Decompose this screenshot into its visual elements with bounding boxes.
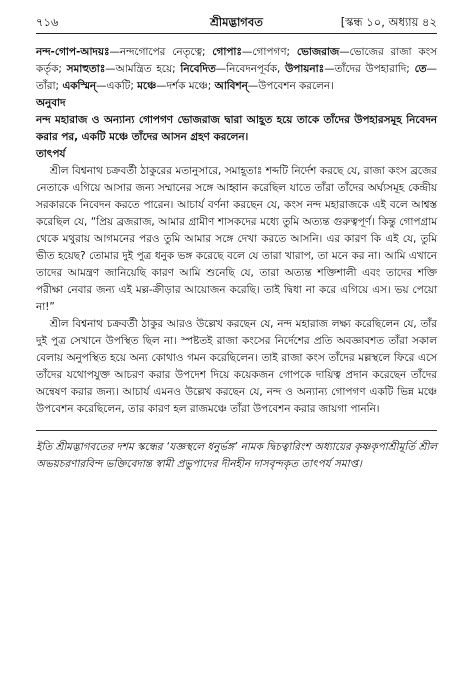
page-number: ৭১৬ [36, 15, 59, 29]
purport-paragraph: শ্রীল বিশ্বনাথ চক্রবর্তী ঠাকুরের মতানুসারে, সমাহূতাঃ শব্দটি নির্দেশ করছে যে, রাজা কংস ব্রজের নেতাকে এগিয়ে আসার জন্য সম্মানের সঙ্গে আহ্বান করেছিল যাতে তাঁরা তাঁদের অর্ঘ্যসমূহ কেন্দ্রীয় সরকারকে নিবেদন করতে পারেন। আচার্য বর্ণনা করছেন যে, কংস নন্দ মহারাজকে এই বলে আশ্বস্ত করেছিল যে, “প্রিয় ব্রজরাজ, আমার গ্রামীণ শাসকদের মধ্যে তুমি অত্যন্ত গুরুত্বপূর্ণ। কিন্তু গোপগ্রাম থেকে মথুরায় আগমনের পরও তুমি আমার সঙ্গে দেখা করতে আসনি। এর কারণ কি এই যে, তুমি ভীত হয়েছ? তোমার দুই পুত্র ধনুক ভঙ্গ করেছে বলে যে তারা খারাপ, তা মনে কর না। আমি এখানে তাদের আমন্ত্রণ জানিয়েছি কারণ আমি শুনেছি যে, তারা অত্যন্ত শক্তিশালী এবং তাদের শক্তি পরীক্ষা নেবার জন্য এই মল্ল-ক্রীড়ার আয়োজন করেছি। তাই দ্বিধা না করে এগিয়ে এস। ভয় পেয়ো না!” [36, 165, 437, 313]
page-content [36, 44, 437, 473]
synonym-meaning: একটি; [106, 80, 138, 92]
synonym-meaning: ভোজের রাজা কংস কর্তৃক; [36, 46, 437, 75]
synonym-term: গোপাঃ [212, 46, 242, 58]
synonym-term: উপায়নাঃ [285, 63, 325, 75]
chapter-colophon: ইতি শ্রীমদ্ভাগবতের দশম স্কন্ধের ‘যজ্ঞস্থলে ধনুর্ভঙ্গ’ নামক দ্বিচত্বারিংশ অধ্যায়ের কৃষ্ণকৃপাশ্রীমূর্তি শ্রীল অভয়চরণারবিন্দ ভক্তিবেদান্ত স্বামী প্রভুপাদের দীনহীন দাসবৃন্দকৃত তাৎপর্য সমাপ্ত। [36, 441, 437, 470]
purport-heading: তাৎপর্য [36, 148, 66, 160]
book-title: শ্রীমদ্ভাগবত [210, 15, 263, 29]
running-header [36, 14, 437, 34]
synonym-meaning: নন্দগোপের নেতৃত্বে; [119, 46, 213, 58]
chapter-reference: [স্কন্ধ ১০, অধ্যায় ৪২ [340, 15, 437, 29]
synonym-term: ভোজরাজ [296, 46, 340, 58]
purport-paragraph: শ্রীল বিশ্বনাথ চক্রবর্তী ঠাকুর আরও উল্লেখ করছেন যে, নন্দ মহারাজ লক্ষ্য করেছিলেন যে, তাঁর দুই পুত্র সেখানে উপস্থিত ছিল না। স্পষ্টতই রাজা কংসের নির্দেশের প্রতি অবজ্ঞাবশত তাঁরা সকাল বেলায় অনুপস্থিত হয়ে অন্য কোথাও গমন করেছিলেন। তাই রাজা কংস তাঁদের মল্লস্থলে ফিরে এসে তাঁদের যথোপযুক্ত আচরণ করার উপদেশ দিয়ে কয়েকজন গোপকে দায়িত্ব প্রদান করেছেন তাঁদের অন্বেষণ করার জন্য। আচার্য এমনও উল্লেখ করছেন যে, নন্দ ও অন্যান্য গোপগণ একটি ভিন্ন মঞ্চে উপবেশন করেছিলেন, তার কারণ হল রাজমঞ্চে তাঁরা উপবেশন করার জায়গা পাননি। [36, 318, 437, 415]
synonym-meaning: তাঁদের উপহারাদি; [334, 63, 415, 75]
synonym-meaning: উপবেশন করলেন। [258, 80, 334, 92]
synonym-meaning: গোপগণ; [252, 46, 297, 58]
synonym-term: আবিশন্ [214, 80, 248, 92]
synonym-term: তে [414, 63, 427, 75]
synonym-term: নিবেদিত [180, 63, 216, 75]
synonym-term: মঞ্চে [137, 80, 157, 92]
translation-heading: অনুবাদ [36, 97, 66, 109]
chapter-end-rule [36, 430, 437, 431]
header-rule [36, 33, 437, 34]
synonym-meaning: আমন্ত্রিত হয়ে; [115, 63, 181, 75]
synonym-term: সমাহুতাঃ [66, 63, 106, 75]
translation-text: নন্দ মহারাজ ও অন্যান্য গোপগণ ভোজরাজ দ্বারা আহূত হয়ে তাকে তাঁদের উপহারসমূহ নিবেদন করার পর, একটি মঞ্চে তাঁদের আসন গ্রহণ করলেন। [36, 114, 437, 143]
synonym-meaning: দর্শক মঞ্চে; [166, 80, 215, 92]
synonym-term: একস্মিন্ [62, 80, 97, 92]
synonym-meaning: তাঁরা; [36, 80, 63, 92]
synonym-term: নন্দ-গোপ-আদয়ঃ [36, 46, 110, 58]
synonym-meaning: নিবেদনপূর্বক, [226, 63, 286, 75]
synonyms-block: নন্দ-গোপ-আদয়ঃ—নন্দগোপের নেতৃত্বে; গোপাঃ—গোপগণ; ভোজরাজ—ভোজের রাজা কংস কর্তৃক; সমাহুতাঃ—আমন্ত্রিত হয়ে; নিবেদিত—নিবেদনপূর্বক, উপায়নাঃ—তাঁদের উপহারাদি; তে—তাঁরা; একস্মিন্—একটি; মঞ্চে—দর্শক মঞ্চে; আবিশন্—উপবেশন করলেন। [36, 46, 437, 92]
